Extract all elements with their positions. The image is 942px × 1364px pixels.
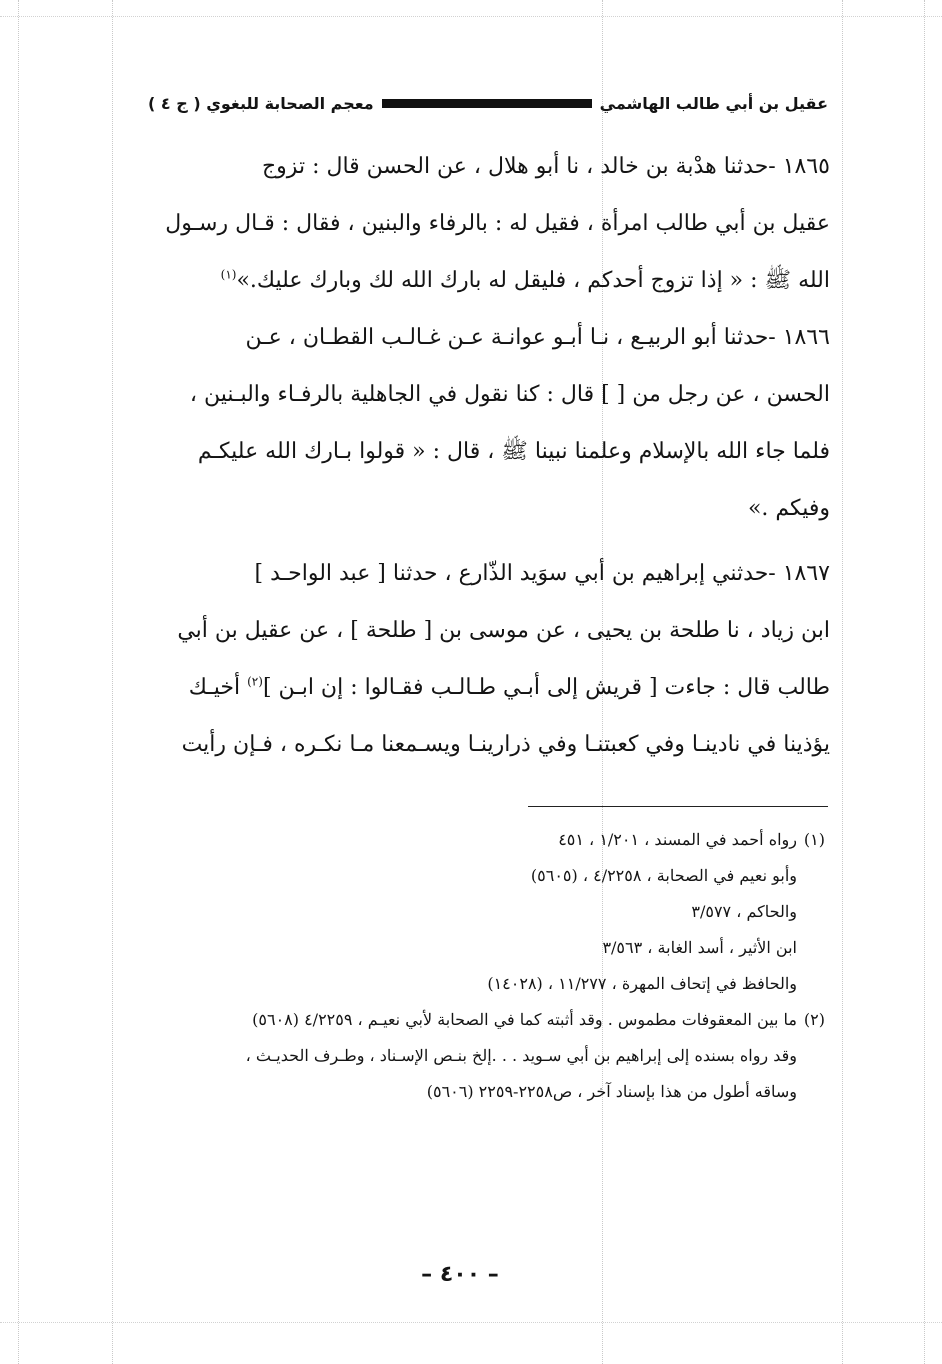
footnote-body <box>100 1002 797 1110</box>
footnotes <box>100 822 825 1110</box>
hadith-line-end: أخيـك <box>188 675 248 700</box>
scan-dot-line <box>112 0 113 1364</box>
footnote-line: وقد رواه بسنده إلى إبراهيم بن أبي سـويد . . .إلخ بنـص الإسـناد ، وطـرف الحديـث ، <box>245 1046 797 1065</box>
footnote-marker: (٢) <box>247 674 263 689</box>
footnote-line: والحافظ في إتحاف المهرة ، ١١/٢٧٧ ، (١٤٠٢٨) <box>487 974 797 993</box>
hadith-line: ١٨٦٧ -حدثني إبراهيم بن أبي سوَيد الذّارع ، حدثنا [ عبد الواحـد ] <box>254 561 830 586</box>
footnote-number: (٢) <box>803 1010 825 1029</box>
footnote-line: رواه أحمد في المسند ، ١/٢٠١ ، ٤٥١ <box>558 830 797 849</box>
scan-dot-line <box>0 16 942 17</box>
footnote-marker: (١) <box>220 267 237 282</box>
scan-dot-line <box>924 0 925 1364</box>
header-section-title: عقيل بن أبي طالب الهاشمي <box>599 93 828 113</box>
scan-dot-line <box>0 1322 942 1323</box>
hadith-line: فلما جاء الله بالإسلام وعلمنا نبينا ﷺ ، قال : « قولوا بـارك الله عليكـم <box>197 439 830 464</box>
hadith-line: عقيل بن أبي طالب امرأة ، فقيل له : بالرفاء والبنين ، فقال : قـال رسـول <box>165 211 830 236</box>
footnote-1 <box>100 822 825 1002</box>
footnote-line: وساقه أطول من هذا بإسناد آخر ، ص٢٢٥٨-٢٢٥٩ (٥٦٠٦) <box>426 1082 797 1101</box>
footnote-line: وأبو نعيم في الصحابة ، ٤/٢٢٥٨ ، (٥٦٠٥) <box>530 866 797 885</box>
hadith-1865 <box>140 138 830 309</box>
main-text <box>140 138 830 773</box>
hadith-line: ١٨٦٦ -حدثنا أبو الربيـع ، نـا أبـو عوانـة عـن غـالـب القطـان ، عـن <box>245 325 830 350</box>
scan-dot-line <box>842 0 843 1364</box>
hadith-line: طالب قال : جاءت [ قريش إلى أبـي طـالـب فقـالوا : إن ابـن ] <box>262 675 830 700</box>
page-number: – ٤٠٠ – <box>421 1262 499 1287</box>
hadith-line: الله ﷺ : « إذا تزوج أحدكم ، فليقل له بارك الله لك وبارك عليك.» <box>236 268 830 293</box>
hadith-line: يؤذينا في نادينـا وفي كعبتنـا وفي ذرارينـا ويسـمعنا مـا نكـره ، فـإن رأيت <box>181 732 830 757</box>
footnote-separator <box>528 806 828 807</box>
hadith-1866 <box>140 309 830 537</box>
header-rule <box>382 99 592 108</box>
footnote-body <box>100 822 797 1002</box>
header-book-title: معجم الصحابة للبغوي ( ج ٤ ) <box>148 93 374 113</box>
scan-dot-line <box>18 0 19 1364</box>
hadith-line: ١٨٦٥ -حدثنا هدْبة بن خالد ، نا أبو هلال ، عن الحسن قال : تزوج <box>261 154 830 179</box>
hadith-1867 <box>140 545 830 773</box>
hadith-line: الحسن ، عن رجل من [ ] قال : كنا نقول في الجاهلية بالرفـاء والبـنين ، <box>189 382 830 407</box>
footnote-2 <box>100 1002 825 1110</box>
footnote-number: (١) <box>803 830 825 849</box>
hadith-line: ابن زياد ، نا طلحة بن يحيى ، عن موسى بن [ طلحة ] ، عن عقيل بن أبي <box>177 618 830 643</box>
hadith-line: وفيكم .» <box>747 496 830 521</box>
footnote-line: ابن الأثير ، أسد الغابة ، ٣/٥٦٣ <box>602 938 797 957</box>
running-header <box>148 88 828 118</box>
footnote-line: والحاكم ، ٣/٥٧٧ <box>691 902 797 921</box>
footnote-line: ما بين المعقوفات مطموس . وقد أثبته كما في الصحابة لأبي نعيـم ، ٤/٢٢٥٩ (٥٦٠٨) <box>252 1010 797 1029</box>
